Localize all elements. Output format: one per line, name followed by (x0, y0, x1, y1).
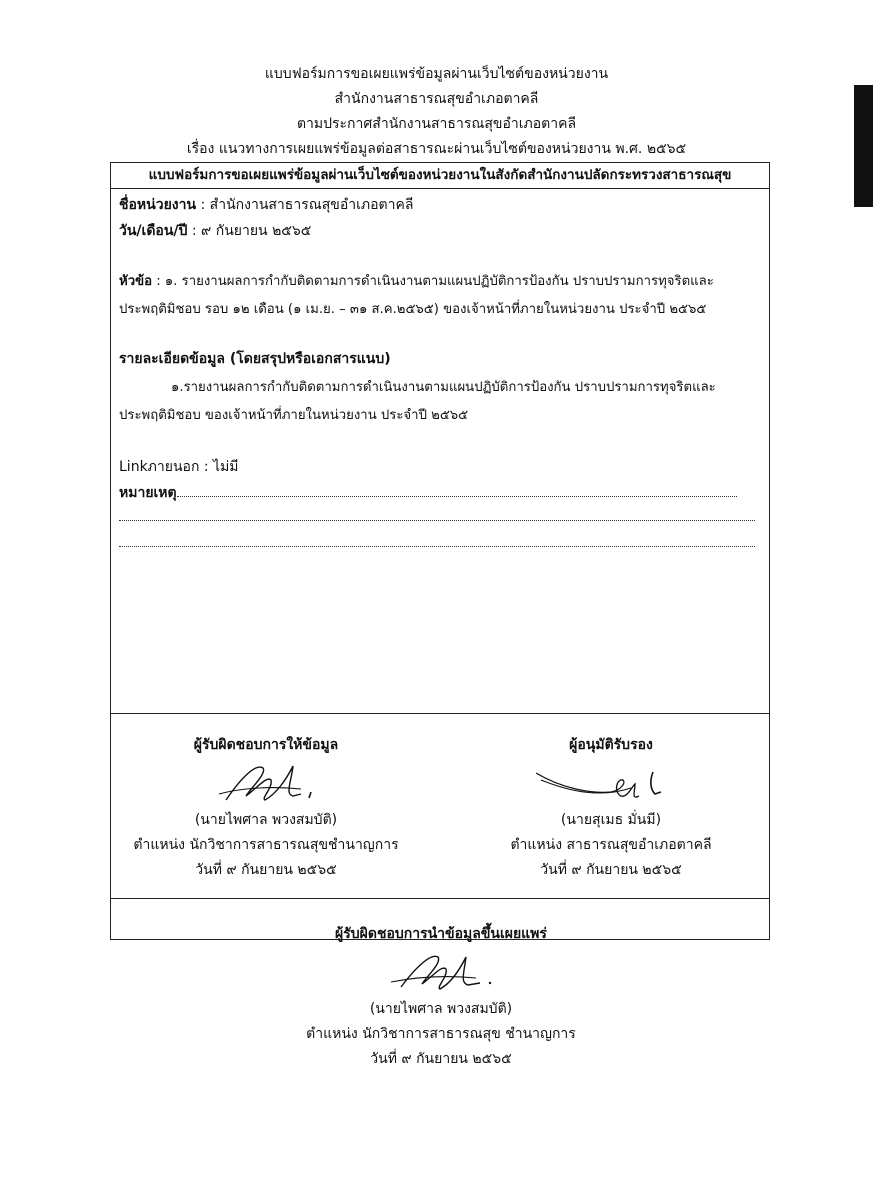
external-link: Linkภายนอก : ไม่มี (119, 459, 239, 475)
info-section (111, 188, 769, 714)
approver-signature-icon (531, 758, 691, 808)
header-line-3: ตามประกาศสำนักงานสาธารณสุขอำเภอตาคลี (296, 116, 577, 132)
header-line-2: สำนักงานสาธารณสุขอำเภอตาคลี (334, 91, 539, 107)
date-value: : ๙ กันยายน ๒๕๖๕ (187, 223, 312, 239)
remark-dotline-2 (119, 520, 755, 521)
publisher-signature-icon (376, 947, 506, 997)
approver-block (456, 733, 766, 883)
document-header (0, 62, 873, 162)
date-label: วัน/เดือน/ปี (119, 223, 188, 239)
provider-signature-icon (201, 758, 331, 808)
publisher-position: ตำแหน่ง นักวิชาการสาธารณสุข ชำนาญการ (306, 1026, 576, 1042)
approver-position: ตำแหน่ง สาธารณสุขอำเภอตาคลี (510, 837, 712, 853)
approval-section (111, 713, 769, 899)
header-line-1: แบบฟอร์มการขอเผยแพร่ข้อมูลผ่านเว็บไซต์ของหน่วยงาน (264, 66, 609, 82)
detail-line-2: ประพฤติมิชอบ ของเจ้าหน้าที่ภายในหน่วยงาน ประจำปี ๒๕๖๕ (119, 408, 469, 423)
provider-block (111, 733, 421, 883)
publish-section (111, 898, 769, 1067)
form-title: แบบฟอร์มการขอเผยแพร่ข้อมูลผ่านเว็บไซต์ของหน่วยงานในสังกัดสำนักงานปลัดกระทรวงสาธารณสุข (111, 163, 769, 189)
agency-label: ชื่อหน่วยงาน (119, 197, 197, 213)
topic-row (119, 270, 714, 291)
provider-name: (นายไพศาล พวงสมบัติ) (194, 812, 338, 828)
publisher-heading: ผู้รับผิดชอบการนำข้อมูลขึ้นเผยแพร่ (335, 926, 547, 942)
detail-line-1: ๑.รายงานผลการกำกับติดตามการดำเนินงานตามแผนปฏิบัติการป้องกัน ปราบปรามการทุจริตและ (171, 380, 716, 395)
topic-line-1: : ๑. รายงานผลการกำกับติดตามการดำเนินงานตามแผนปฏิบัติการป้องกัน ปราบปรามการทุจริตและ (152, 274, 714, 289)
provider-date: วันที่ ๙ กันยายน ๒๕๖๕ (195, 862, 337, 878)
topic-label: หัวข้อ (119, 274, 153, 289)
provider-heading: ผู้รับผิดชอบการให้ข้อมูล (193, 737, 339, 753)
publisher-block (211, 922, 671, 1072)
remark-dots (177, 484, 737, 497)
form-box (110, 162, 770, 1067)
remark-row (119, 482, 737, 504)
publisher-name: (นายไพศาล พวงสมบัติ) (369, 1001, 513, 1017)
agency-value: : สำนักงานสาธารณสุขอำเภอตาคลี (196, 197, 414, 213)
remark-dotline-3 (119, 546, 755, 547)
topic-line-2: ประพฤติมิชอบ รอบ ๑๒ เดือน (๑ เม.ย. – ๓๑ ส.ค.๒๕๖๕) ของเจ้าหน้าที่ภายในหน่วยงาน ประจำปี ๒๕๖๕ (119, 302, 707, 317)
date-row (119, 220, 311, 242)
approver-date: วันที่ ๙ กันยายน ๒๕๖๕ (540, 862, 682, 878)
approver-heading: ผู้อนุมัติรับรอง (569, 737, 653, 753)
detail-label: รายละเอียดข้อมูล (โดยสรุปหรือเอกสารแนบ) (119, 351, 391, 367)
remark-label: หมายเหตุ (119, 485, 177, 501)
approver-name: (นายสุเมธ มั่นมี) (560, 812, 662, 828)
publisher-date: วันที่ ๙ กันยายน ๒๕๖๕ (370, 1051, 512, 1067)
provider-position: ตำแหน่ง นักวิชาการสาธารณสุขชำนาญการ (133, 837, 399, 853)
agency-row (119, 194, 413, 216)
header-line-4: เรื่อง แนวทางการเผยแพร่ข้อมูลต่อสาธารณะผ่านเว็บไซต์ของหน่วยงาน พ.ศ. ๒๕๖๕ (186, 141, 687, 157)
